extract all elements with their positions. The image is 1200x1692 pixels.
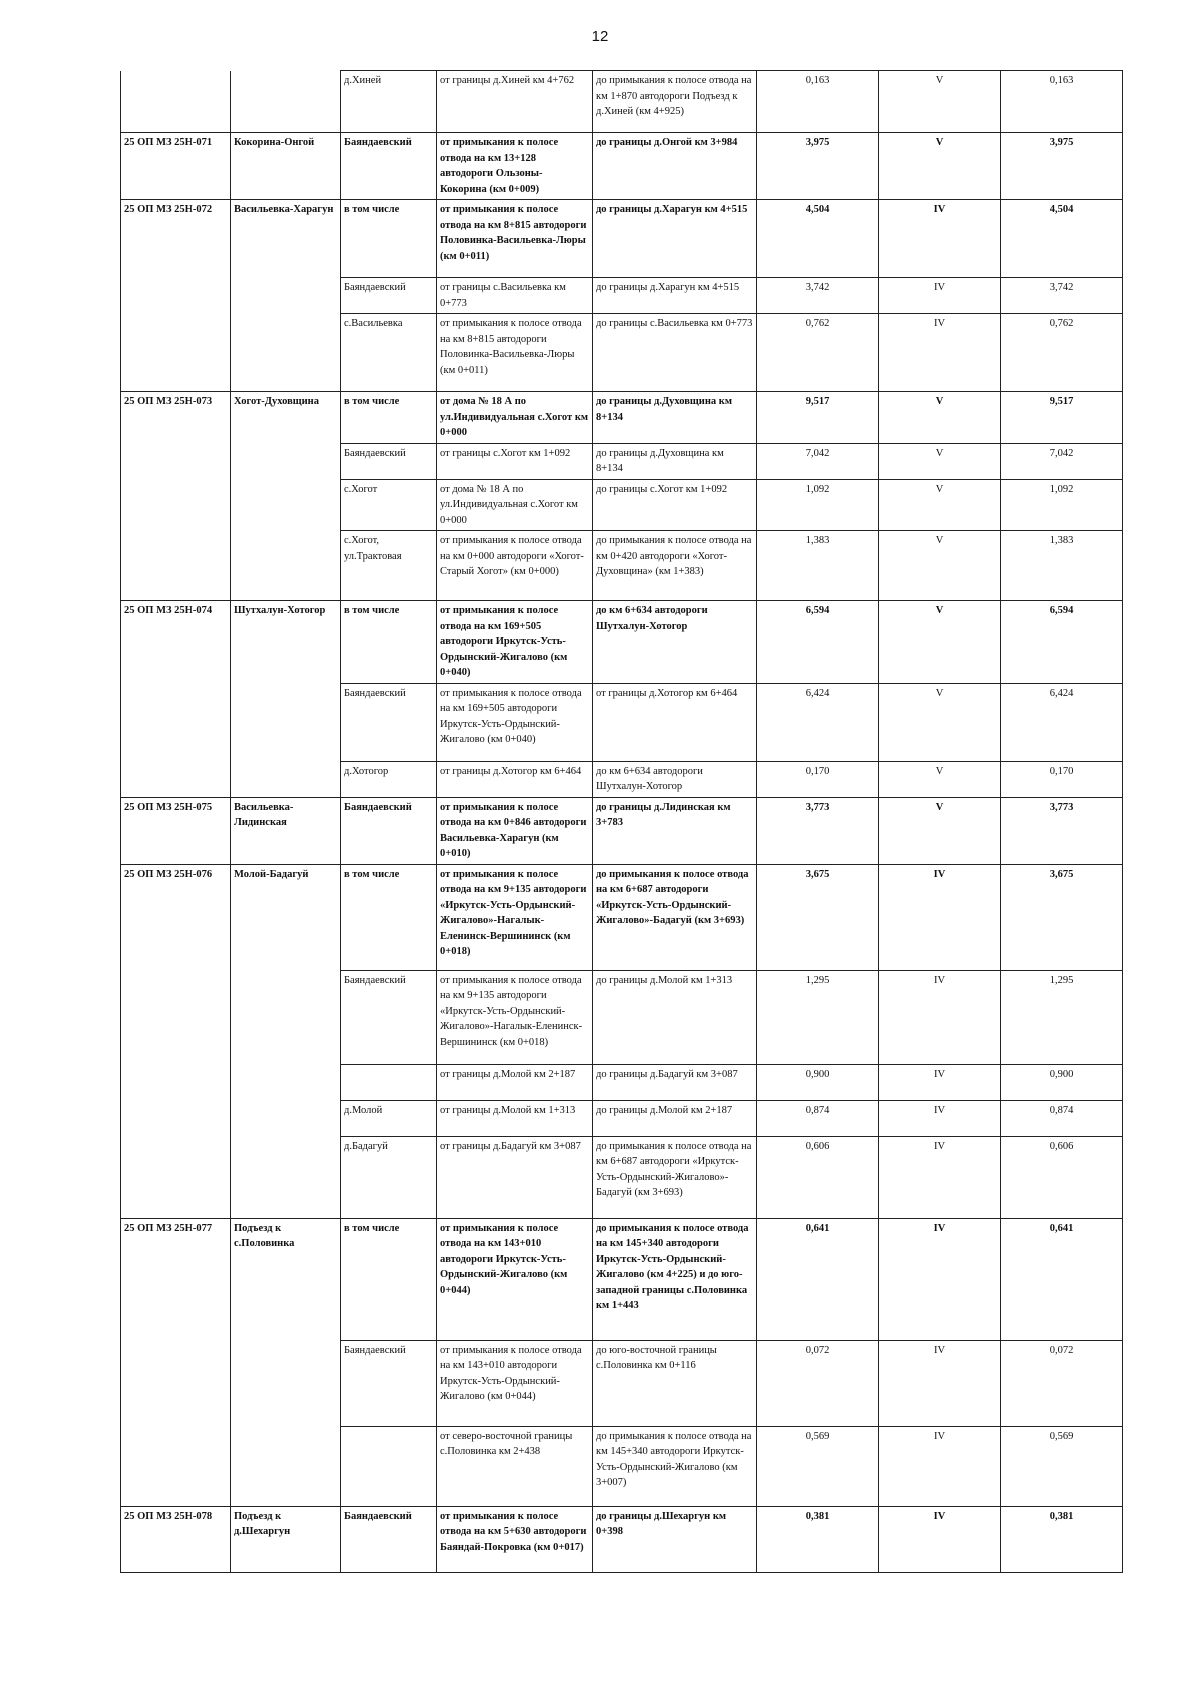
- total-cell: 6,594: [1001, 601, 1123, 684]
- table-row: [121, 1506, 1123, 1572]
- area-cell: в том числе: [341, 392, 437, 444]
- category-cell: IV: [879, 314, 1001, 392]
- total-cell: 6,424: [1001, 683, 1123, 761]
- total-cell: 3,742: [1001, 278, 1123, 314]
- table-row: [121, 1136, 1123, 1218]
- length-cell: 0,762: [757, 314, 879, 392]
- total-cell: 3,773: [1001, 797, 1123, 864]
- from-cell: от примыкания к полосе отвода на км 9+135 автодороги «Иркутск-Усть-Ордынский-Жигалово»-Нагалык-Еленинск-Вершининск (км 0+018): [437, 864, 593, 970]
- road-name: Васильевка-Харагун: [231, 200, 341, 278]
- table-row: [121, 314, 1123, 392]
- road-name: Шутхалун-Хотогор: [231, 601, 341, 684]
- road-id: [121, 278, 231, 314]
- road-id: [121, 761, 231, 797]
- from-cell: от примыкания к полосе отвода на км 8+815 автодороги Половинка-Васильевка-Люры (км 0+011): [437, 200, 593, 278]
- total-cell: 3,975: [1001, 133, 1123, 200]
- from-cell: от границы д.Молой км 1+313: [437, 1100, 593, 1136]
- category-cell: IV: [879, 1100, 1001, 1136]
- area-cell: Баяндаевский: [341, 278, 437, 314]
- road-name: [231, 761, 341, 797]
- length-cell: 0,163: [757, 71, 879, 133]
- area-cell: д.Молой: [341, 1100, 437, 1136]
- to-cell: до примыкания к полосе отвода на км 6+687 автодороги «Иркутск-Усть-Ордынский-Жигалово»-Бадагуй (км 3+693): [593, 1136, 757, 1218]
- road-id: 25 ОП МЗ 25Н-071: [121, 133, 231, 200]
- length-cell: 3,675: [757, 864, 879, 970]
- category-cell: V: [879, 601, 1001, 684]
- total-cell: 7,042: [1001, 443, 1123, 479]
- road-id: [121, 443, 231, 479]
- road-name: [231, 1064, 341, 1100]
- road-name: Подъезд к д.Шехаргун: [231, 1506, 341, 1572]
- from-cell: от дома № 18 А по ул.Индивидуальная с.Хогот км 0+000: [437, 479, 593, 531]
- road-name: [231, 71, 341, 133]
- road-name: [231, 683, 341, 761]
- table-row: [121, 797, 1123, 864]
- to-cell: до границы д.Молой км 2+187: [593, 1100, 757, 1136]
- table-row: [121, 1218, 1123, 1340]
- from-cell: от границы с.Хогот км 1+092: [437, 443, 593, 479]
- road-name: [231, 278, 341, 314]
- area-cell: Баяндаевский: [341, 133, 437, 200]
- table-row: [121, 443, 1123, 479]
- category-cell: IV: [879, 1506, 1001, 1572]
- area-cell: Баяндаевский: [341, 443, 437, 479]
- from-cell: от примыкания к полосе отвода на км 0+000 автодороги «Хогот-Старый Хогот» (км 0+000): [437, 531, 593, 601]
- table-row: [121, 71, 1123, 133]
- category-cell: IV: [879, 1218, 1001, 1340]
- from-cell: от дома № 18 А по ул.Индивидуальная с.Хогот км 0+000: [437, 392, 593, 444]
- road-id: [121, 314, 231, 392]
- from-cell: от границы д.Хотогор км 6+464: [437, 761, 593, 797]
- road-id: [121, 683, 231, 761]
- length-cell: 3,975: [757, 133, 879, 200]
- area-cell: в том числе: [341, 601, 437, 684]
- length-cell: 0,606: [757, 1136, 879, 1218]
- category-cell: V: [879, 683, 1001, 761]
- category-cell: IV: [879, 1064, 1001, 1100]
- to-cell: до юго-восточной границы с.Половинка км 0+116: [593, 1340, 757, 1426]
- length-cell: 3,742: [757, 278, 879, 314]
- area-cell: в том числе: [341, 200, 437, 278]
- from-cell: от примыкания к полосе отвода на км 8+815 автодороги Половинка-Васильевка-Люры (км 0+011): [437, 314, 593, 392]
- to-cell: до км 6+634 автодороги Шутхалун-Хотогор: [593, 761, 757, 797]
- from-cell: от примыкания к полосе отвода на км 13+128 автодороги Ользоны-Кокорина (км 0+009): [437, 133, 593, 200]
- area-cell: Баяндаевский: [341, 797, 437, 864]
- table-row: [121, 1426, 1123, 1506]
- to-cell: до границы д.Онгой км 3+984: [593, 133, 757, 200]
- road-id: [121, 71, 231, 133]
- area-cell: Баяндаевский: [341, 1340, 437, 1426]
- length-cell: 6,424: [757, 683, 879, 761]
- length-cell: 9,517: [757, 392, 879, 444]
- page-number: 12: [591, 28, 609, 45]
- category-cell: V: [879, 479, 1001, 531]
- total-cell: 4,504: [1001, 200, 1123, 278]
- area-cell: д.Хиней: [341, 71, 437, 133]
- area-cell: в том числе: [341, 1218, 437, 1340]
- area-cell: д.Бадагуй: [341, 1136, 437, 1218]
- to-cell: до примыкания к полосе отвода на км 6+687 автодороги «Иркутск-Усть-Ордынский-Жигалово»-Бадагуй (км 3+693): [593, 864, 757, 970]
- table-row: [121, 392, 1123, 444]
- length-cell: 6,594: [757, 601, 879, 684]
- category-cell: V: [879, 392, 1001, 444]
- table-row: [121, 864, 1123, 970]
- road-id: [121, 1340, 231, 1426]
- area-cell: д.Хотогор: [341, 761, 437, 797]
- category-cell: V: [879, 133, 1001, 200]
- to-cell: до км 6+634 автодороги Шутхалун-Хотогор: [593, 601, 757, 684]
- road-id: [121, 970, 231, 1064]
- table-row: [121, 1340, 1123, 1426]
- road-name: Васильевка-Лидинская: [231, 797, 341, 864]
- from-cell: от примыкания к полосе отвода на км 143+010 автодороги Иркутск-Усть-Ордынский-Жигалово (км 0+044): [437, 1340, 593, 1426]
- total-cell: 0,163: [1001, 71, 1123, 133]
- area-cell: [341, 1426, 437, 1506]
- total-cell: 0,170: [1001, 761, 1123, 797]
- length-cell: 4,504: [757, 200, 879, 278]
- area-cell: в том числе: [341, 864, 437, 970]
- road-name: [231, 314, 341, 392]
- total-cell: 0,072: [1001, 1340, 1123, 1426]
- road-name: [231, 1136, 341, 1218]
- length-cell: 0,170: [757, 761, 879, 797]
- to-cell: до границы д.Молой км 1+313: [593, 970, 757, 1064]
- to-cell: до примыкания к полосе отвода на км 0+420 автодороги «Хогот-Духовщина» (км 1+383): [593, 531, 757, 601]
- road-id: [121, 1100, 231, 1136]
- to-cell: до границы д.Духовщина км 8+134: [593, 443, 757, 479]
- from-cell: от границы д.Молой км 2+187: [437, 1064, 593, 1100]
- road-id: 25 ОП МЗ 25Н-077: [121, 1218, 231, 1340]
- total-cell: 0,874: [1001, 1100, 1123, 1136]
- category-cell: IV: [879, 1426, 1001, 1506]
- from-cell: от примыкания к полосе отвода на км 9+135 автодороги «Иркутск-Усть-Ордынский-Жигалово»-Нагалык-Еленинск-Вершининск (км 0+018): [437, 970, 593, 1064]
- category-cell: IV: [879, 278, 1001, 314]
- length-cell: 0,874: [757, 1100, 879, 1136]
- length-cell: 1,383: [757, 531, 879, 601]
- total-cell: 0,900: [1001, 1064, 1123, 1100]
- area-cell: с.Хогот, ул.Трактовая: [341, 531, 437, 601]
- from-cell: от примыкания к полосе отвода на км 169+505 автодороги Иркутск-Усть-Ордынский-Жигалово (км 0+040): [437, 683, 593, 761]
- from-cell: от примыкания к полосе отвода на км 5+630 автодороги Баяндай-Покровка (км 0+017): [437, 1506, 593, 1572]
- table-row: [121, 1064, 1123, 1100]
- length-cell: 1,295: [757, 970, 879, 1064]
- to-cell: до границы д.Лидинская км 3+783: [593, 797, 757, 864]
- total-cell: 0,381: [1001, 1506, 1123, 1572]
- table-row: [121, 970, 1123, 1064]
- road-id: [121, 1136, 231, 1218]
- table-row: [121, 683, 1123, 761]
- total-cell: 0,641: [1001, 1218, 1123, 1340]
- category-cell: V: [879, 531, 1001, 601]
- to-cell: от границы д.Хотогор км 6+464: [593, 683, 757, 761]
- area-cell: Баяндаевский: [341, 683, 437, 761]
- road-name: [231, 1426, 341, 1506]
- length-cell: 1,092: [757, 479, 879, 531]
- table-row: [121, 601, 1123, 684]
- road-id: 25 ОП МЗ 25Н-072: [121, 200, 231, 278]
- to-cell: до границы с.Васильевка км 0+773: [593, 314, 757, 392]
- category-cell: IV: [879, 970, 1001, 1064]
- table-row: [121, 531, 1123, 601]
- table-row: [121, 479, 1123, 531]
- table-row: [121, 278, 1123, 314]
- road-name: [231, 1100, 341, 1136]
- road-name: Подъезд к с.Половинка: [231, 1218, 341, 1340]
- from-cell: от границы с.Васильевка км 0+773: [437, 278, 593, 314]
- category-cell: IV: [879, 1340, 1001, 1426]
- area-cell: Баяндаевский: [341, 970, 437, 1064]
- category-cell: V: [879, 71, 1001, 133]
- area-cell: Баяндаевский: [341, 1506, 437, 1572]
- to-cell: до границы д.Харагун км 4+515: [593, 200, 757, 278]
- road-id: [121, 1426, 231, 1506]
- area-cell: [341, 1064, 437, 1100]
- to-cell: до границы с.Хогот км 1+092: [593, 479, 757, 531]
- from-cell: от примыкания к полосе отвода на км 143+010 автодороги Иркутск-Усть-Ордынский-Жигалово (км 0+044): [437, 1218, 593, 1340]
- road-name: [231, 479, 341, 531]
- to-cell: до примыкания к полосе отвода на км 145+340 автодороги Иркутск-Усть-Ордынский-Жигалово (км 4+225) и до юго-западной границы с.Половинка км 1+443: [593, 1218, 757, 1340]
- road-id: 25 ОП МЗ 25Н-076: [121, 864, 231, 970]
- to-cell: до границы д.Харагун км 4+515: [593, 278, 757, 314]
- road-name: [231, 1340, 341, 1426]
- road-name: [231, 531, 341, 601]
- road-id: 25 ОП МЗ 25Н-078: [121, 1506, 231, 1572]
- road-id: [121, 531, 231, 601]
- length-cell: 0,641: [757, 1218, 879, 1340]
- category-cell: IV: [879, 864, 1001, 970]
- road-register-table: [120, 70, 1123, 1573]
- area-cell: с.Хогот: [341, 479, 437, 531]
- total-cell: 0,569: [1001, 1426, 1123, 1506]
- road-id: 25 ОП МЗ 25Н-074: [121, 601, 231, 684]
- from-cell: от границы д.Бадагуй км 3+087: [437, 1136, 593, 1218]
- total-cell: 1,383: [1001, 531, 1123, 601]
- road-name: Хогот-Духовщина: [231, 392, 341, 444]
- to-cell: до примыкания к полосе отвода на км 145+340 автодороги Иркутск-Усть-Ордынский-Жигалово (км 3+007): [593, 1426, 757, 1506]
- length-cell: 0,569: [757, 1426, 879, 1506]
- to-cell: до границы д.Шехаргун км 0+398: [593, 1506, 757, 1572]
- length-cell: 3,773: [757, 797, 879, 864]
- road-name: Кокорина-Онгой: [231, 133, 341, 200]
- category-cell: V: [879, 797, 1001, 864]
- total-cell: 0,762: [1001, 314, 1123, 392]
- from-cell: от примыкания к полосе отвода на км 0+846 автодороги Васильевка-Харагун (км 0+010): [437, 797, 593, 864]
- table-row: [121, 133, 1123, 200]
- road-name: Молой-Бадагуй: [231, 864, 341, 970]
- road-id: 25 ОП МЗ 25Н-075: [121, 797, 231, 864]
- total-cell: 1,092: [1001, 479, 1123, 531]
- road-id: [121, 1064, 231, 1100]
- from-cell: от границы д.Хиней км 4+762: [437, 71, 593, 133]
- road-id: [121, 479, 231, 531]
- length-cell: 7,042: [757, 443, 879, 479]
- table-row: [121, 1100, 1123, 1136]
- total-cell: 1,295: [1001, 970, 1123, 1064]
- to-cell: до примыкания к полосе отвода на км 1+870 автодороги Подъезд к д.Хиней (км 4+925): [593, 71, 757, 133]
- total-cell: 3,675: [1001, 864, 1123, 970]
- total-cell: 0,606: [1001, 1136, 1123, 1218]
- length-cell: 0,381: [757, 1506, 879, 1572]
- to-cell: до границы д.Бадагуй км 3+087: [593, 1064, 757, 1100]
- category-cell: IV: [879, 200, 1001, 278]
- road-id: 25 ОП МЗ 25Н-073: [121, 392, 231, 444]
- from-cell: от северо-восточной границы с.Половинка км 2+438: [437, 1426, 593, 1506]
- to-cell: до границы д.Духовщина км 8+134: [593, 392, 757, 444]
- from-cell: от примыкания к полосе отвода на км 169+505 автодороги Иркутск-Усть-Ордынский-Жигалово (км 0+040): [437, 601, 593, 684]
- length-cell: 0,072: [757, 1340, 879, 1426]
- category-cell: V: [879, 443, 1001, 479]
- road-name: [231, 970, 341, 1064]
- category-cell: V: [879, 761, 1001, 797]
- area-cell: с.Васильевка: [341, 314, 437, 392]
- total-cell: 9,517: [1001, 392, 1123, 444]
- table-row: [121, 200, 1123, 278]
- table-row: [121, 761, 1123, 797]
- length-cell: 0,900: [757, 1064, 879, 1100]
- category-cell: IV: [879, 1136, 1001, 1218]
- road-name: [231, 443, 341, 479]
